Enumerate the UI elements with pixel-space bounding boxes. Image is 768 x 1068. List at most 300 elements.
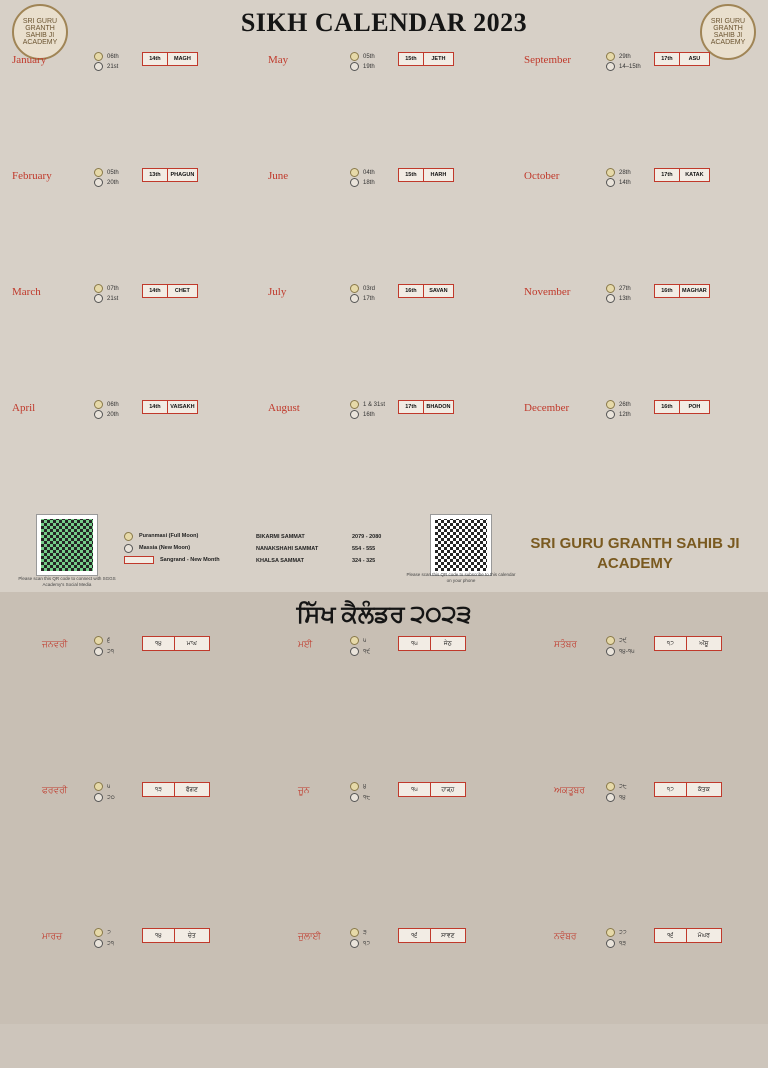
masia-value: 17th: [363, 295, 375, 302]
event-row: [262, 477, 508, 484]
event-type: [280, 218, 332, 225]
full-moon-icon: [350, 928, 359, 937]
sangrand-day: 16th: [655, 401, 680, 413]
event-row: [262, 490, 508, 497]
event-title: [588, 245, 764, 252]
event-day: [518, 315, 536, 322]
event-day: [262, 122, 280, 129]
event-row: [262, 904, 508, 916]
event-row: [518, 450, 764, 457]
event-title: [76, 361, 252, 368]
event-type: [24, 470, 76, 477]
masia-value: ੨੧: [107, 647, 114, 655]
masia-date: [94, 410, 119, 419]
event-row: [6, 450, 252, 457]
month-block-punjabi: [256, 632, 512, 776]
masia-value: 12th: [619, 411, 631, 418]
event-title: [332, 444, 508, 451]
event-row: [6, 832, 252, 844]
event-row: [518, 662, 764, 674]
event-day: [262, 265, 280, 272]
event-row: [6, 367, 252, 374]
event-day: [262, 238, 280, 245]
event-title: [332, 238, 508, 245]
event-type: [24, 122, 76, 129]
new-moon-icon: [94, 793, 103, 802]
event-row: [518, 258, 764, 265]
event-row: [6, 698, 252, 710]
event-row: [518, 444, 764, 451]
event-row: [518, 722, 764, 734]
event-type: [536, 381, 588, 388]
event-title: [332, 258, 508, 265]
event-title: [332, 232, 508, 239]
event-type: [24, 450, 76, 457]
event-row: [262, 844, 508, 856]
purnamasi-value: ੬: [107, 636, 111, 644]
full-moon-icon: [94, 928, 103, 937]
event-row: [518, 892, 764, 904]
event-title: [588, 308, 764, 315]
event-row: [262, 321, 508, 328]
purnamasi-value: ੨੭: [619, 928, 627, 936]
event-title: [588, 89, 764, 96]
event-type: [24, 457, 76, 464]
event-row: [518, 978, 764, 990]
event-title: [76, 238, 252, 245]
event-row: [262, 76, 508, 83]
event-type: [24, 321, 76, 328]
event-day: [262, 83, 280, 90]
event-type: [536, 321, 588, 328]
masia-date: [350, 178, 375, 187]
event-day: [6, 374, 24, 381]
full-moon-icon: [606, 928, 615, 937]
event-row: [6, 361, 252, 368]
sangrand-month: VAISAKH: [170, 404, 195, 410]
event-title: [588, 135, 764, 142]
event-day: [262, 437, 280, 444]
event-title: [76, 212, 252, 219]
month-block: [512, 280, 768, 406]
event-day: [518, 470, 536, 477]
event-row: [518, 424, 764, 431]
event-row: [6, 232, 252, 239]
event-type: [536, 497, 588, 504]
purnamasi-date: [606, 284, 631, 293]
purnamasi-value: 05th: [363, 53, 375, 60]
event-row: [262, 820, 508, 832]
event-type: [536, 470, 588, 477]
event-day: [6, 308, 24, 315]
masia-value: ੨੧: [107, 939, 114, 947]
event-row: [518, 109, 764, 116]
event-day: [6, 129, 24, 136]
sangrand-month: CHET: [174, 288, 190, 294]
event-day: [518, 354, 536, 361]
event-type: [280, 470, 332, 477]
event-row: [262, 832, 508, 844]
sangrand-day: ੧੫: [399, 783, 431, 796]
sangrand-day: 15th: [399, 169, 424, 181]
event-type: [280, 76, 332, 83]
event-type: [24, 102, 76, 109]
event-title: [76, 424, 252, 431]
event-row: [518, 497, 764, 504]
event-title: [588, 470, 764, 477]
new-moon-icon: [606, 62, 615, 71]
month-block-punjabi: [256, 924, 512, 1068]
event-day: [6, 321, 24, 328]
event-title: [332, 483, 508, 490]
event-type: [280, 308, 332, 315]
event-row: [518, 192, 764, 199]
purnamasi-value: 06th: [107, 401, 119, 408]
event-type: [24, 135, 76, 142]
event-day: [6, 315, 24, 322]
event-row: [6, 431, 252, 438]
sangrand-month: JETH: [431, 56, 446, 62]
sangrand-day: ੧੫: [399, 637, 431, 650]
month-name: July: [268, 286, 287, 298]
event-type: [536, 89, 588, 96]
sangrand-box: [398, 782, 466, 797]
event-row: [6, 321, 252, 328]
sangrand-day: 14th: [143, 53, 168, 65]
event-day: [518, 245, 536, 252]
event-type: [536, 334, 588, 341]
event-type: [24, 129, 76, 136]
event-day: [262, 192, 280, 199]
sangrand-box: [654, 782, 722, 797]
event-type: [280, 477, 332, 484]
event-type: [280, 490, 332, 497]
event-day: [6, 116, 24, 123]
full-moon-icon: [606, 168, 615, 177]
event-row: [518, 868, 764, 880]
event-type: [24, 212, 76, 219]
month-name-punjabi: ਮਈ: [298, 640, 313, 650]
event-type: [536, 251, 588, 258]
event-day: [6, 361, 24, 368]
event-row: [262, 497, 508, 504]
event-type: [536, 431, 588, 438]
event-list: [6, 192, 252, 271]
event-day: [6, 450, 24, 457]
event-type: [24, 424, 76, 431]
full-moon-icon: [606, 636, 615, 645]
event-row: [518, 102, 764, 109]
event-type: [24, 367, 76, 374]
event-row: [6, 990, 252, 1002]
event-day: [262, 258, 280, 265]
event-row: [6, 308, 252, 315]
event-type: [280, 83, 332, 90]
event-type: [24, 245, 76, 252]
event-row: [518, 832, 764, 844]
event-row: [518, 674, 764, 686]
event-day: [262, 251, 280, 258]
purnamasi-date: [350, 400, 385, 409]
month-block: [256, 164, 512, 290]
event-title: [76, 205, 252, 212]
sangrand-box: [654, 284, 710, 298]
event-day: [518, 477, 536, 484]
sangrand-month: BHADON: [426, 404, 451, 410]
event-type: [280, 450, 332, 457]
event-type: [536, 96, 588, 103]
event-row: [6, 868, 252, 880]
month-block-punjabi: [0, 924, 256, 1068]
full-moon-icon: [94, 636, 103, 645]
new-moon-icon: [606, 647, 615, 656]
event-row: [518, 808, 764, 820]
event-title: [332, 321, 508, 328]
event-title: [76, 341, 252, 348]
event-title: [76, 83, 252, 90]
month-block: [0, 164, 256, 290]
event-type: [280, 135, 332, 142]
masia-date: [94, 939, 114, 948]
event-day: [262, 348, 280, 355]
purnamasi-value: 05th: [107, 169, 119, 176]
event-title: [332, 251, 508, 258]
event-row: [6, 966, 252, 978]
event-title: [588, 328, 764, 335]
month-name: November: [524, 286, 571, 298]
event-row: [6, 225, 252, 232]
event-row: [6, 457, 252, 464]
event-list: [6, 954, 252, 1014]
event-title: [332, 129, 508, 136]
purnamasi-date: [350, 168, 375, 177]
new-moon-icon: [94, 647, 103, 656]
event-list: [518, 954, 764, 1014]
event-day: [6, 354, 24, 361]
sangrand-month: ਫੱਗਣ: [185, 785, 198, 793]
full-moon-icon: [94, 782, 103, 791]
event-row: [6, 245, 252, 252]
purnamasi-value: ੫: [363, 636, 367, 644]
event-title: [332, 192, 508, 199]
event-day: [6, 341, 24, 348]
purnamasi-date: [94, 284, 119, 293]
event-title: [588, 334, 764, 341]
event-row: [262, 199, 508, 206]
masia-date: [350, 939, 370, 948]
purnamasi-value: ੫: [107, 782, 111, 790]
sangrand-month: ਕੱਤਕ: [697, 785, 710, 793]
event-day: [518, 361, 536, 368]
event-title: [588, 315, 764, 322]
event-type: [536, 102, 588, 109]
event-day: [262, 477, 280, 484]
event-row: [6, 251, 252, 258]
samvat-label: BIKARMI SAMMAT: [256, 534, 305, 540]
event-type: [24, 361, 76, 368]
event-row: [6, 199, 252, 206]
purnamasi-value: 1 & 31st: [363, 401, 386, 408]
event-day: [6, 192, 24, 199]
event-row: [518, 483, 764, 490]
event-day: [6, 424, 24, 431]
event-title: [588, 450, 764, 457]
sangrand-month: ਚੇਤ: [187, 931, 196, 939]
sangrand-box: [142, 400, 198, 414]
sangrand-month: ASU: [688, 56, 701, 62]
event-type: [536, 315, 588, 322]
sangrand-month: ਮਾਘ: [186, 639, 197, 647]
event-day: [6, 457, 24, 464]
event-type: [280, 354, 332, 361]
social-qr-code[interactable]: [36, 514, 98, 576]
event-title: [332, 477, 508, 484]
event-row: [6, 470, 252, 477]
event-type: [280, 431, 332, 438]
event-day: [518, 341, 536, 348]
event-day: [518, 122, 536, 129]
event-day: [518, 89, 536, 96]
event-day: [6, 135, 24, 142]
event-type: [536, 218, 588, 225]
event-type: [24, 381, 76, 388]
event-title: [76, 76, 252, 83]
event-title: [588, 251, 764, 258]
purnamasi-date: [606, 168, 631, 177]
event-row: [518, 89, 764, 96]
event-type: [536, 374, 588, 381]
event-type: [280, 265, 332, 272]
event-row: [262, 265, 508, 272]
month-block: [0, 396, 256, 522]
purnamasi-value: ੭: [107, 928, 111, 936]
event-title: [588, 129, 764, 136]
event-row: [262, 808, 508, 820]
event-type: [280, 497, 332, 504]
month-name: March: [12, 286, 41, 298]
event-type: [280, 102, 332, 109]
event-row: [518, 698, 764, 710]
event-row: [262, 89, 508, 96]
event-title: [332, 218, 508, 225]
sangrand-day: ੧੪: [143, 637, 175, 650]
event-type: [536, 199, 588, 206]
full-moon-icon: [350, 168, 359, 177]
event-type: [536, 354, 588, 361]
event-row: [518, 990, 764, 1002]
month-block: [512, 396, 768, 522]
academy-line-1: SRI GURU GRANTH SAHIB JI: [530, 535, 740, 552]
event-type: [536, 225, 588, 232]
new-moon-icon: [606, 410, 615, 419]
event-row: [6, 218, 252, 225]
masia-date: [606, 793, 626, 802]
event-list: [518, 76, 764, 142]
month-name-punjabi: ਜੂਨ: [298, 786, 310, 796]
purnamasi-date: [606, 928, 627, 937]
sangrand-day: 15th: [399, 53, 424, 65]
event-type: [24, 265, 76, 272]
event-row: [518, 686, 764, 698]
sangrand-day: 17th: [399, 401, 424, 413]
event-title: [588, 102, 764, 109]
event-row: [518, 354, 764, 361]
sangrand-box: [142, 284, 198, 298]
page-title: SIKH CALENDAR 2023: [240, 8, 528, 37]
event-row: [518, 199, 764, 206]
event-day: [518, 232, 536, 239]
event-type: [24, 437, 76, 444]
event-type: [280, 328, 332, 335]
event-row: [262, 444, 508, 451]
page-title-punjabi: ਸਿੱਖ ਕੈਲੰਡਰ ੨੦੨੩: [296, 602, 472, 628]
event-type: [280, 199, 332, 206]
event-row: [6, 820, 252, 832]
event-title: [332, 116, 508, 123]
event-type: [280, 238, 332, 245]
event-day: [518, 497, 536, 504]
event-title: [588, 258, 764, 265]
event-day: [262, 308, 280, 315]
event-type: [24, 96, 76, 103]
event-row: [262, 734, 508, 746]
event-row: [518, 83, 764, 90]
event-row: [6, 109, 252, 116]
event-row: [6, 954, 252, 966]
purnamasi-date: [94, 168, 119, 177]
event-type: [24, 315, 76, 322]
event-row: [262, 205, 508, 212]
event-row: [6, 892, 252, 904]
sangrand-month: MAGH: [174, 56, 191, 62]
event-day: [262, 225, 280, 232]
masia-value: ੧੪: [619, 793, 626, 801]
event-day: [518, 83, 536, 90]
event-day: [518, 129, 536, 136]
purnamasi-date: [94, 636, 110, 645]
sangrand-box: [142, 782, 210, 797]
event-day: [518, 199, 536, 206]
sangrand-month: ਹਾੜ੍ਹ: [441, 785, 455, 793]
event-row: [6, 315, 252, 322]
purnamasi-date: [606, 636, 627, 645]
event-day: [518, 218, 536, 225]
full-moon-icon: [606, 400, 615, 409]
masia-value: 20th: [107, 411, 119, 418]
event-type: [24, 218, 76, 225]
month-name: December: [524, 402, 570, 414]
event-type: [536, 83, 588, 90]
purnamasi-value: 07th: [107, 285, 119, 292]
event-row: [6, 83, 252, 90]
subscribe-qr-code[interactable]: [430, 514, 492, 576]
event-type: [536, 348, 588, 355]
legend-full: Puranmasi (Full Moon): [139, 533, 199, 539]
event-list: [6, 424, 252, 490]
event-type: [280, 437, 332, 444]
event-row: [262, 83, 508, 90]
event-row: [6, 76, 252, 83]
purnamasi-date: [350, 782, 366, 791]
event-title: [76, 199, 252, 206]
event-title: [588, 374, 764, 381]
event-row: [518, 321, 764, 328]
event-row: [6, 808, 252, 820]
event-day: [6, 348, 24, 355]
event-title: [76, 258, 252, 265]
event-row: [262, 892, 508, 904]
event-row: [6, 354, 252, 361]
